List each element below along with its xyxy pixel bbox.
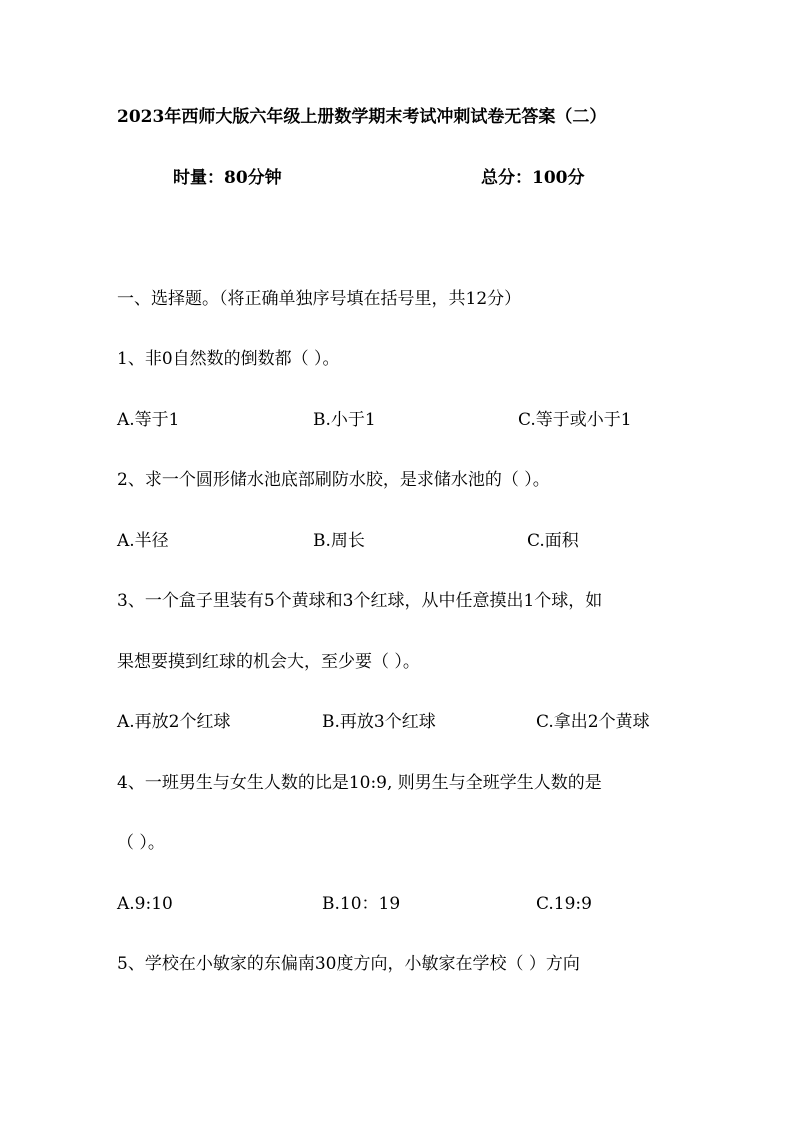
question-3-text-line-1: 3、一个盒子里装有5个黄球和3个红球，从中任意摸出1个球，如: [117, 591, 603, 611]
time-limit: 时量：80分钟: [173, 168, 282, 188]
question-1-option-a: A.等于1: [117, 410, 180, 430]
question-1-text: 1、非0自然数的倒数都（ ）。: [117, 349, 340, 369]
question-3-option-c: C.拿出2个黄球: [536, 712, 650, 732]
question-3-option-b: B.再放3个红球: [322, 712, 436, 732]
question-4-text-line-2: （ ）。: [117, 833, 165, 853]
question-5-text: 5、学校在小敏家的东偏南30度方向，小敏家在学校（ ）方向: [117, 954, 580, 974]
question-4-option-b: B.10：19: [322, 894, 401, 914]
question-2-option-a: A.半径: [117, 531, 169, 551]
section-heading: 一、选择题。（将正确单独序号填在括号里，共12分）: [117, 289, 522, 309]
question-3-text-line-2: 果想要摸到红球的机会大，至少要（ ）。: [117, 652, 420, 672]
question-1-option-b: B.小于1: [313, 410, 376, 430]
question-1-option-c: C.等于或小于1: [518, 410, 632, 430]
exam-title: 2023年西师大版六年级上册数学期末考试冲刺试卷无答案（二）: [117, 107, 607, 127]
question-2-text: 2、求一个圆形储水池底部刷防水胶，是求储水池的（ ）。: [117, 470, 550, 490]
question-2-option-b: B.周长: [313, 531, 365, 551]
total-score: 总分：100分: [481, 168, 585, 188]
question-3-option-a: A.再放2个红球: [117, 712, 231, 732]
question-4-text-line-1: 4、一班男生与女生人数的比是10:9, 则男生与全班学生人数的是: [117, 773, 602, 793]
question-4-option-c: C.19:9: [536, 894, 592, 914]
question-2-option-c: C.面积: [527, 531, 579, 551]
question-4-option-a: A.9:10: [117, 894, 173, 914]
